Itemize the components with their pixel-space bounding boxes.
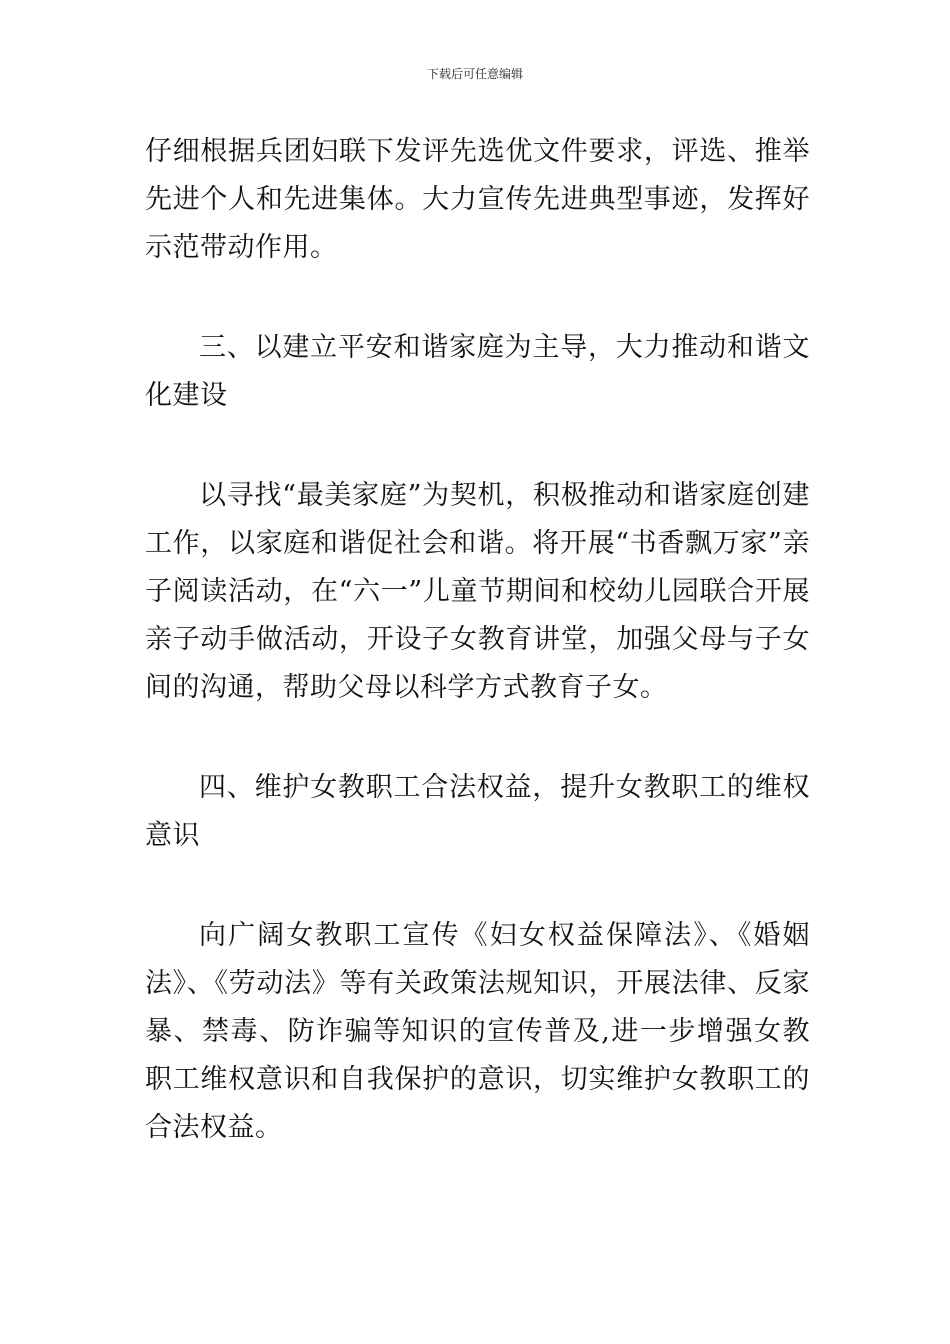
paragraph-gap (145, 860, 810, 912)
paragraph-commendation: 仔细根据兵团妇联下发评先选优文件要求，评选、推举先进个人和先进集体。大力宣传先进典型事迹，发挥好示范带动作用。 (145, 136, 810, 263)
document-body (145, 128, 810, 1152)
paragraph-gap (145, 272, 810, 324)
section-heading-four: 四、维护女教职工合法权益，提升女教职工的维权意识 (145, 772, 810, 851)
paragraph-harmonious-family: 以寻找“最美家庭”为契机，积极推动和谐家庭创建工作，以家庭和谐促社会和谐。将开展“书香飘万家”亲子阅读活动，在“六一”儿童节期间和校幼儿园联合开展亲子动手做活动，开设子女教育讲堂，加强父母与子女间的沟通，帮助父母以科学方式教育子女。 (145, 480, 810, 703)
paragraph-gap (145, 420, 810, 472)
section-heading-three: 三、以建立平安和谐家庭为主导，大力推动和谐文化建设 (145, 332, 810, 411)
paragraph-gap (145, 712, 810, 764)
paragraph-legal-rights: 向广阔女教职工宣传《妇女权益保障法》、《婚姻法》、《劳动法》等有关政策法规知识，开展法律、反家暴、禁毒、防诈骗等知识的宣传普及,进一步增强女教职工维权意识和自我保护的意识，切实维护女教职工的合法权益。 (145, 920, 810, 1143)
page-header-note: 下载后可任意编辑 (426, 67, 523, 81)
